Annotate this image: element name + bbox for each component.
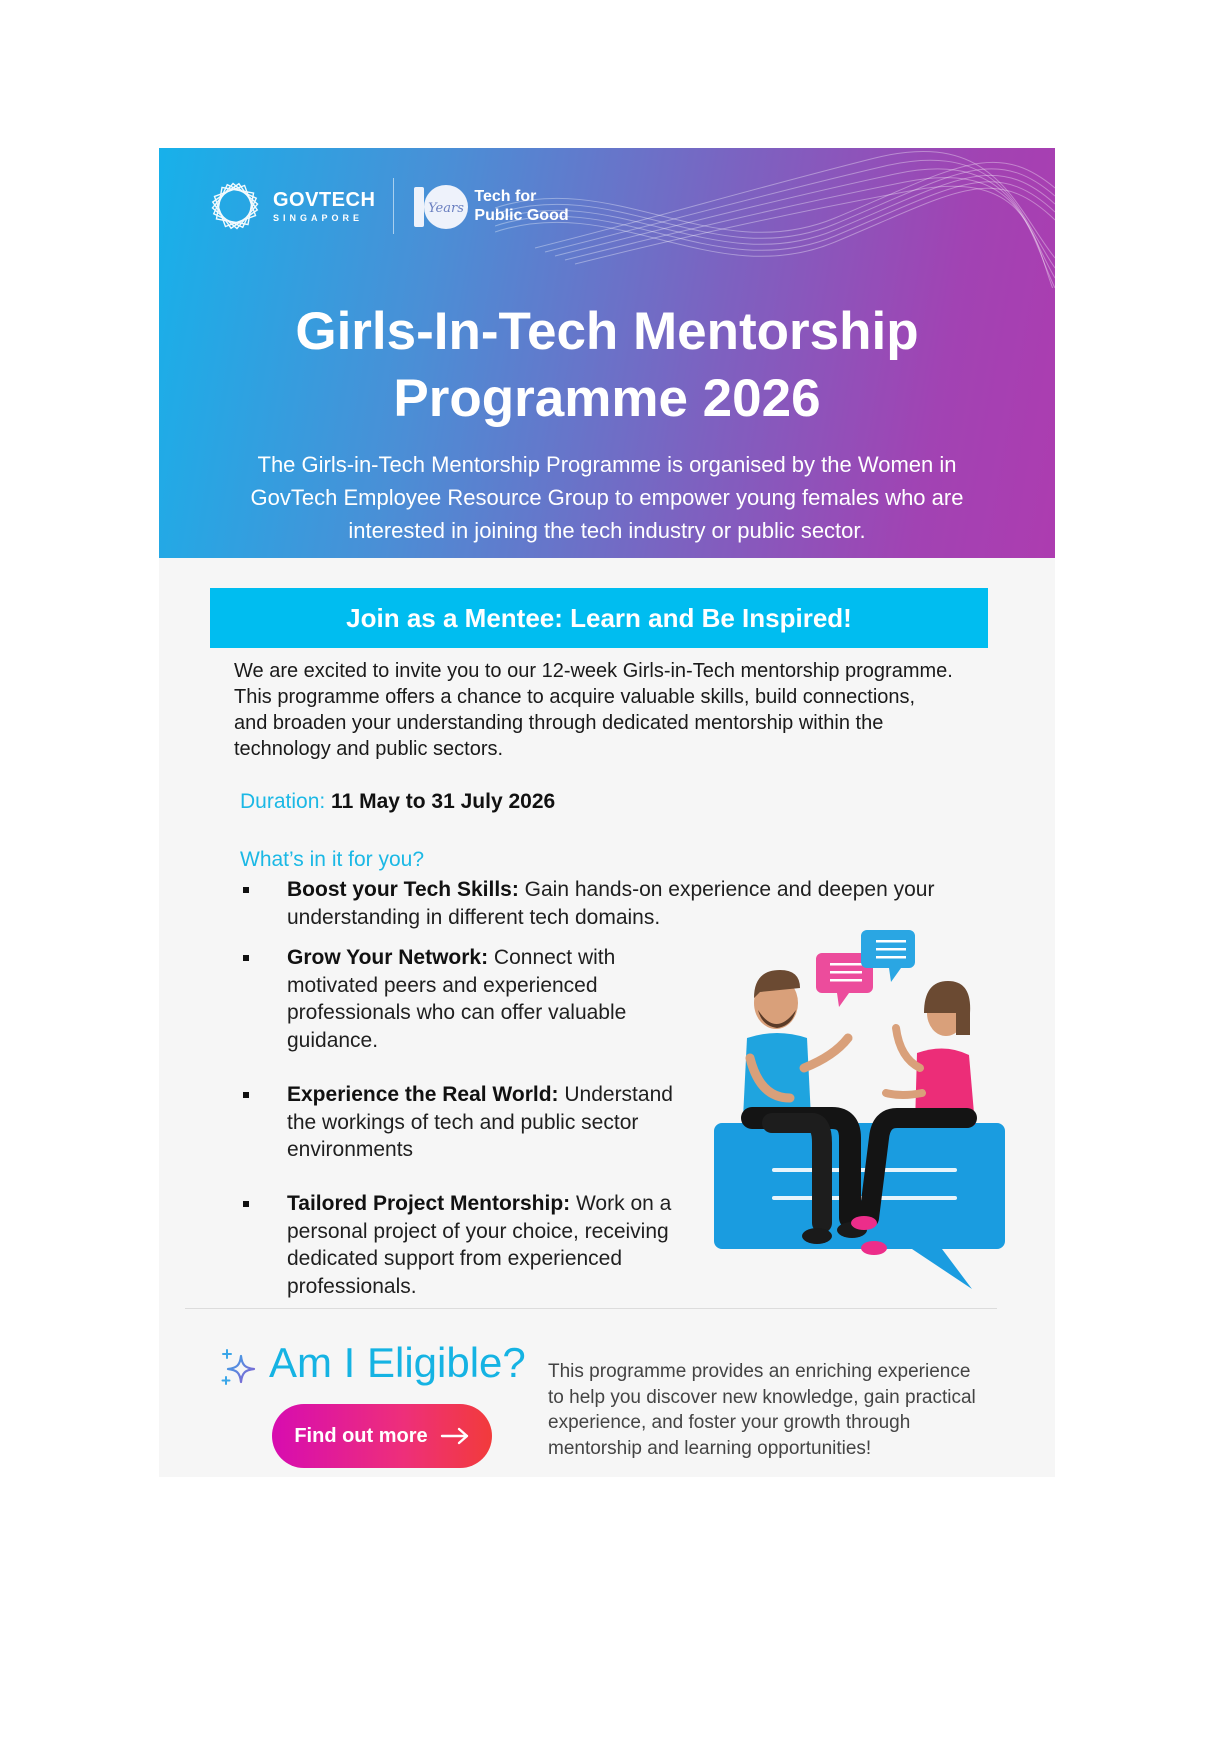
header-subtitle: The Girls-in-Tech Mentorship Programme is organised by the Women in GovTech Employee Resource Group to empower young females who are interested in joining the tech industry or public sector. bbox=[250, 452, 964, 543]
mentorship-illustration bbox=[712, 918, 1012, 1298]
decorative-waves bbox=[495, 148, 1055, 288]
benefit-title: Boost your Tech Skills: bbox=[287, 878, 519, 901]
benefit-text: Understand the workings of tech and public sector environments bbox=[287, 1083, 673, 1161]
mentee-heading-bar bbox=[210, 588, 988, 648]
logo-row bbox=[207, 176, 569, 236]
eligibility-description: This programme provides an enriching experience to help you discover new knowledge, gain practical experience, and foster your growth through mentorship and learning opportunities! bbox=[548, 1361, 976, 1459]
page-title bbox=[159, 298, 1055, 432]
tagline bbox=[474, 187, 568, 225]
bullet-icon bbox=[243, 955, 249, 961]
ten-years-logo-icon bbox=[412, 181, 470, 231]
sparkle-icon bbox=[221, 1348, 257, 1386]
section-divider bbox=[185, 1308, 997, 1309]
benefit-text: Connect with motivated peers and experienced professionals who can offer valuable guidance. bbox=[287, 946, 627, 1052]
duration-value: 11 May to 31 July 2026 bbox=[325, 790, 556, 813]
mentee-heading: Join as a Mentee: Learn and Be Inspired! bbox=[346, 602, 852, 633]
govtech-wordmark bbox=[273, 190, 375, 223]
benefit-title: Grow Your Network: bbox=[287, 946, 489, 969]
bullet-icon bbox=[243, 1201, 249, 1207]
benefit-title: Tailored Project Mentorship: bbox=[287, 1192, 571, 1215]
govtech-country: SINGAPORE bbox=[273, 212, 364, 223]
find-out-more-label: Find out more bbox=[294, 1424, 428, 1447]
find-out-more-button[interactable] bbox=[272, 1404, 492, 1468]
govtech-logo-icon bbox=[207, 178, 263, 234]
benefits-heading: What’s in it for you? bbox=[240, 848, 425, 871]
benefit-text: Work on a personal project of your choice, receiving dedicated support from experienced professionals. bbox=[287, 1192, 672, 1298]
bullet-icon bbox=[243, 887, 249, 893]
svg-text:Years: Years bbox=[428, 201, 465, 216]
benefit-text: Gain hands-on experience and deepen your understanding in different tech domains. bbox=[287, 878, 935, 929]
header-banner bbox=[159, 148, 1055, 558]
tagline-line1: Tech for bbox=[474, 188, 537, 205]
eligibility-heading: Am I Eligible? bbox=[269, 1339, 526, 1386]
tagline-line2: Public Good bbox=[474, 207, 569, 224]
title-line1: Girls-In-Tech Mentorship bbox=[295, 302, 919, 361]
title-line2: Programme 2026 bbox=[393, 369, 821, 428]
benefit-title: Experience the Real World: bbox=[287, 1083, 559, 1106]
duration bbox=[240, 790, 555, 814]
arrow-right-icon bbox=[440, 1427, 470, 1445]
duration-label: Duration: bbox=[240, 790, 326, 813]
bullet-icon bbox=[243, 1092, 249, 1098]
intro-paragraph: We are excited to invite you to our 12-week Girls-in-Tech mentorship programme. This programme offers a chance to acquire valuable skills, build connections, and broaden your understanding through dedicated mentorship within the technology and public sectors. bbox=[234, 660, 953, 760]
flyer-card bbox=[159, 148, 1055, 1477]
govtech-name: GOVTECH bbox=[273, 188, 376, 211]
logo-separator bbox=[393, 178, 394, 234]
